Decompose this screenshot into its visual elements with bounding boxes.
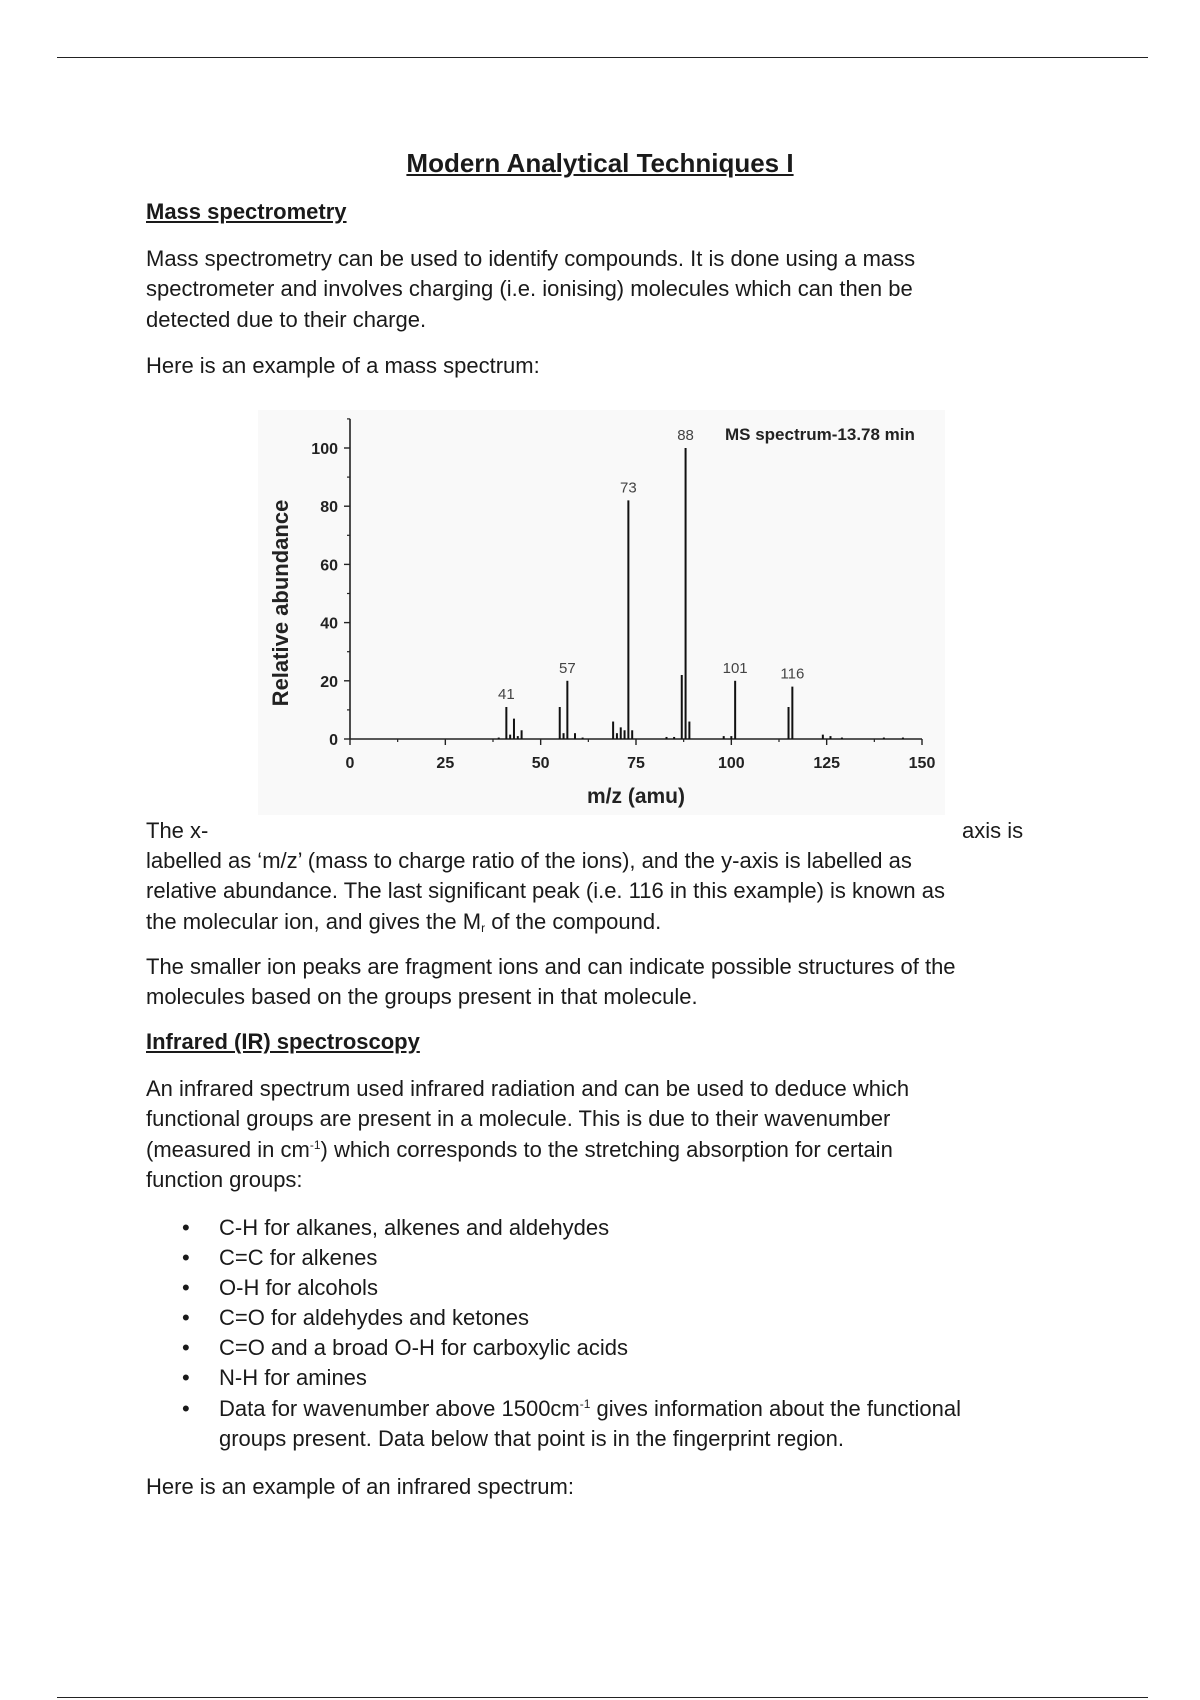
bullet-icon: • [182, 1365, 190, 1391]
text-line [146, 907, 945, 937]
list-item-text: O-H for alcohols [219, 1275, 378, 1301]
list-item-text: C=C for alkenes [219, 1245, 378, 1271]
list-item-text: groups present. Data below that point is in the fingerprint region. [219, 1425, 844, 1451]
bullet-icon: • [182, 1335, 190, 1361]
x-tick-label: 150 [908, 755, 936, 772]
list-item-text: C=O for aldehydes and ketones [219, 1305, 530, 1331]
top-rule [57, 57, 1148, 58]
list-item-text: Data for wavenumber above 1500cm [219, 1395, 580, 1421]
axis-explanation-paragraph [146, 846, 945, 937]
bullet-icon: • [182, 1245, 190, 1271]
text-segment: (measured in cm [146, 1136, 310, 1162]
y-tick-label: 40 [320, 615, 338, 633]
x-axis-label: m/z (amu) [586, 785, 686, 808]
y-tick-label: 20 [320, 673, 338, 691]
list-item-text: C-H for alkanes, alkenes and aldehydes [219, 1215, 610, 1240]
x-tick-label: 25 [436, 755, 455, 772]
text-line [146, 1135, 909, 1165]
text-line: function groups: [146, 1166, 303, 1192]
page-title: Modern Analytical Techniques I [406, 148, 794, 178]
bottom-rule [57, 1697, 1148, 1698]
list-item [146, 1333, 961, 1363]
text-line: Mass spectrometry can be used to identify compounds. It is done using a mass [146, 246, 916, 271]
peak-label: 57 [559, 659, 576, 677]
mass-spectrum-chart [258, 410, 945, 815]
x-tick-label: 100 [717, 755, 745, 772]
ms-example-intro: Here is an example of a mass spectrum: [146, 353, 540, 378]
subscript: r [481, 920, 486, 935]
y-tick-label: 80 [320, 499, 338, 517]
bullet-icon: • [182, 1305, 190, 1331]
y-tick-label: 60 [320, 557, 338, 575]
ir-intro-paragraph [146, 1074, 909, 1195]
y-tick-label: 100 [311, 441, 338, 458]
list-item [146, 1363, 961, 1393]
ms-intro-paragraph [146, 244, 915, 335]
axis-text-right: axis is [962, 818, 1024, 843]
text-segment: the molecular ion, and gives the M [146, 908, 482, 934]
text-line: spectrometer and involves charging (i.e. ionising) molecules which can then be [146, 276, 913, 302]
text-segment: of the compound. [485, 908, 662, 934]
text-line: labelled as ‘m/z’ (mass to charge ratio of the ions), and the y-axis is labelled as [146, 848, 912, 873]
chart-title: MS spectrum-13.78 min [725, 425, 915, 444]
bullet-icon: • [182, 1215, 190, 1240]
y-tick-label: 0 [329, 732, 338, 749]
mass-spectrum-svg [258, 410, 945, 815]
ir-example-intro: Here is an example of an infrared spectrum: [146, 1474, 574, 1499]
list-item-text: C=O and a broad O-H for carboxylic acids [219, 1335, 629, 1361]
list-item [146, 1273, 961, 1303]
x-tick-label: 0 [345, 755, 355, 772]
x-tick-label: 50 [531, 755, 550, 772]
superscript: -1 [309, 1137, 321, 1152]
heading-infrared: Infrared (IR) spectroscopy [146, 1029, 420, 1054]
text-line: functional groups are present in a molecule. This is due to their wavenumber [146, 1106, 891, 1132]
text-line: molecules based on the groups present in that molecule. [146, 984, 698, 1010]
bullet-icon: • [182, 1395, 190, 1421]
peak-label: 41 [498, 685, 515, 703]
superscript: -1 [579, 1396, 591, 1411]
list-item [146, 1213, 961, 1243]
peak-label: 73 [620, 479, 637, 497]
heading-mass-spectrometry: Mass spectrometry [146, 199, 347, 224]
text-line: The smaller ion peaks are fragment ions and can indicate possible structures of the [146, 954, 956, 979]
peak-label: 116 [780, 665, 805, 683]
peak-label: 101 [722, 659, 748, 677]
list-item-text: gives information about the functional [590, 1395, 961, 1421]
peak-label: 88 [677, 427, 694, 444]
text-line: relative abundance. The last significant peak (i.e. 116 in this example) is known as [146, 878, 945, 904]
list-item-text: N-H for amines [219, 1365, 367, 1391]
text-segment: ) which corresponds to the stretching absorption for certain [320, 1136, 893, 1162]
x-tick-label: 125 [813, 755, 841, 772]
list-item [146, 1243, 961, 1273]
y-axis-label: Relative abundance [268, 499, 293, 707]
functional-group-list [146, 1213, 961, 1454]
bullet-icon: • [182, 1275, 190, 1301]
fragment-paragraph [146, 952, 956, 1013]
list-item [146, 1303, 961, 1333]
text-line: An infrared spectrum used infrared radiation and can be used to deduce which [146, 1076, 910, 1101]
text-line: detected due to their charge. [146, 306, 427, 332]
list-item [146, 1394, 961, 1454]
x-tick-label: 75 [627, 755, 645, 772]
axis-text-left: The x- [146, 818, 209, 843]
